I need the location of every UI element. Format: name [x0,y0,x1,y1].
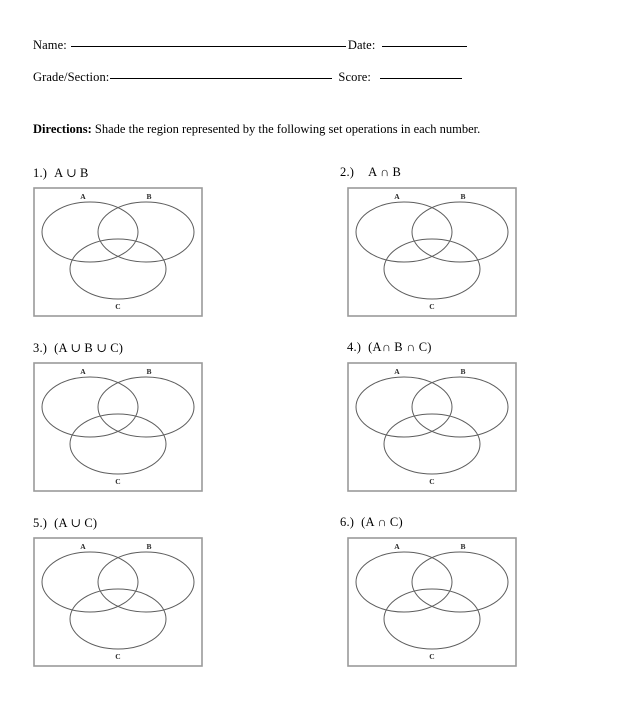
problem-4-number: 4.) [347,340,362,354]
venn-diagram-1[interactable] [33,187,203,317]
set-a-label: A [80,367,86,376]
problem-5-label [33,515,203,531]
header-row-grade-score [33,70,578,85]
set-c-label: C [429,302,435,311]
problem-3-number: 3.) [33,341,48,355]
problem-3 [33,340,203,492]
set-a-label: A [394,192,400,201]
problem-2-number: 2.) [340,165,355,179]
problem-3-label [33,340,203,356]
name-input-line[interactable] [71,46,346,47]
date-label: Date: [347,38,376,52]
problem-6-number: 6.) [340,515,355,529]
set-c-label: C [429,652,435,661]
problem-6-expression: (A ∩ C) [361,515,403,529]
problem-1-label [33,165,203,181]
problem-2-label [340,165,517,181]
set-a-label: A [80,542,86,551]
venn-diagram-6[interactable] [347,537,517,667]
name-label: Name: [33,38,67,52]
set-c-label: C [429,477,435,486]
problem-6-label [340,515,517,531]
problem-5-number: 5.) [33,516,48,530]
venn-diagram-5[interactable] [33,537,203,667]
set-b-label: B [146,542,152,551]
problem-1 [33,165,203,317]
set-a-label: A [394,367,400,376]
problem-3-expression: (A ∪ B ∪ C) [54,341,124,355]
problem-5-expression: (A ∪ C) [54,516,98,530]
directions-label: Directions: [33,122,92,136]
problem-1-expression: A ∪ B [54,166,89,180]
header-row-name-date [33,38,578,53]
date-input-line[interactable] [382,46,467,47]
set-c-label: C [115,477,121,486]
score-input-line[interactable] [380,78,462,79]
set-b-label: B [146,192,152,201]
venn-diagram-2[interactable] [347,187,517,317]
directions-text: Shade the region represented by the following set operations in each number. [91,122,481,136]
problem-5 [33,515,203,667]
venn-diagram-3[interactable] [33,362,203,492]
set-b-label: B [460,192,466,201]
problem-2 [340,165,517,317]
problem-4-expression: (A∩ B ∩ C) [368,340,432,354]
set-c-label: C [115,302,121,311]
problem-6 [340,515,517,667]
problem-2-expression: A ∩ B [368,165,402,179]
problem-4-label [347,340,517,356]
set-b-label: B [146,367,152,376]
problem-4 [347,340,517,492]
grade-section-input-line[interactable] [110,78,332,79]
problem-1-number: 1.) [33,166,48,180]
set-b-label: B [460,367,466,376]
set-a-label: A [80,192,86,201]
set-c-label: C [115,652,121,661]
directions-line [33,122,480,137]
score-label: Score: [338,70,371,84]
worksheet-header [33,38,578,102]
grade-section-label: Grade/Section: [33,70,110,84]
venn-diagram-4[interactable] [347,362,517,492]
set-a-label: A [394,542,400,551]
set-b-label: B [460,542,466,551]
